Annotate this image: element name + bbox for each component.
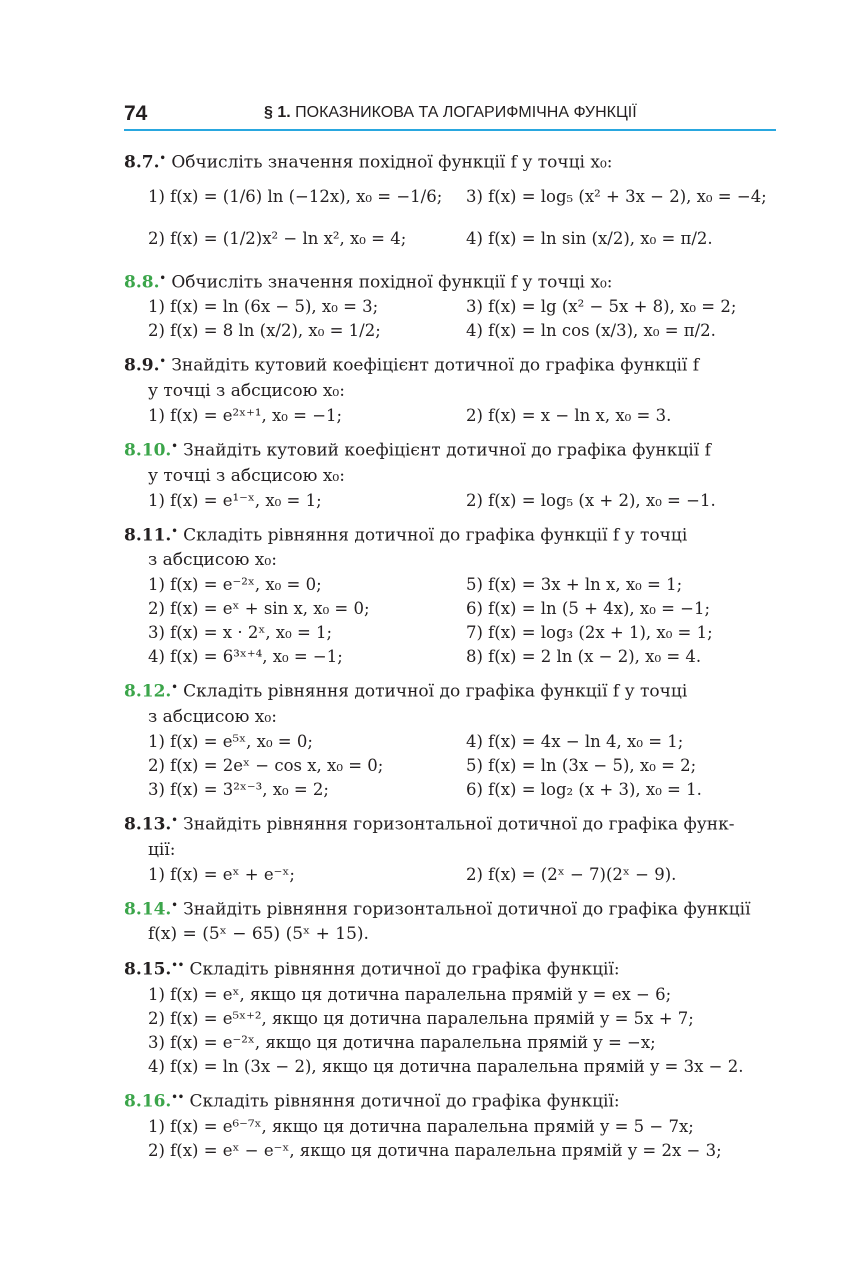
- exercise-text-continued: f(x) = (5ˣ − 65) (5ˣ + 15).: [148, 924, 369, 945]
- difficulty-mark: •: [171, 440, 178, 452]
- exercise-heading: [124, 808, 778, 838]
- exercise-8-14: [124, 893, 778, 948]
- section-prefix: § 1.: [264, 104, 291, 121]
- task-item: 1) f(x) = e¹⁻ˣ, x₀ = 1;: [148, 490, 322, 510]
- task-item: 4) f(x) = ln sin (x/2), x₀ = π/2.: [466, 228, 713, 248]
- task-row: [124, 295, 778, 319]
- exercise-number: 8.10.: [124, 440, 172, 461]
- exercise-text: Обчисліть значення похідної функції f у точці x₀:: [171, 152, 613, 173]
- exercise-8-16: [124, 1085, 778, 1163]
- task-item: 1) f(x) = e⁻²ˣ, x₀ = 0;: [148, 575, 322, 595]
- task-row: [124, 730, 778, 754]
- exercise-heading: [124, 434, 778, 464]
- exercise-text: Складіть рівняння дотичної до графіка функції:: [189, 959, 620, 980]
- exercise-8-10: [124, 434, 778, 513]
- exercise-number: 8.9.: [124, 355, 160, 376]
- difficulty-mark: •: [159, 153, 166, 164]
- task-item: 4) f(x) = 6³ˣ⁺⁴, x₀ = −1;: [148, 647, 343, 667]
- exercise-text-continued: у точці з абсцисою x₀:: [148, 380, 345, 401]
- task-row: [124, 176, 778, 218]
- task-row: [124, 218, 778, 260]
- task-item: 2) f(x) = x − ln x, x₀ = 3.: [466, 405, 672, 425]
- task-item: 1) f(x) = ln (6x − 5), x₀ = 3;: [148, 297, 379, 317]
- task-item: 3) f(x) = 3²ˣ⁻³, x₀ = 2;: [148, 779, 329, 799]
- task-item: 3) f(x) = lg (x² − 5x + 8), x₀ = 2;: [466, 297, 737, 317]
- task-item: 1) f(x) = e⁶⁻⁷ˣ, якщо ця дотична паралельна прямій y = 5 − 7x;: [148, 1116, 694, 1136]
- exercise-text: Знайдіть кутовий коефіцієнт дотичної до графіка функції f: [183, 440, 711, 461]
- exercise-8-12: [124, 675, 778, 802]
- task-item: 1) f(x) = (1/6) ln (−12x), x₀ = −1/6;: [148, 186, 443, 206]
- exercise-heading: [124, 266, 778, 296]
- task-item: 2) f(x) = eˣ − e⁻ˣ, якщо ця дотична паралельна прямій y = 2x − 3;: [148, 1140, 722, 1160]
- task-row: [124, 573, 778, 597]
- exercise-text: Знайдіть рівняння горизонтальної дотичної до графіка функ-: [183, 814, 735, 835]
- difficulty-mark: •: [159, 272, 166, 284]
- page-header: [124, 100, 776, 130]
- task-row: [124, 597, 778, 621]
- task-item: 4) f(x) = 4x − ln 4, x₀ = 1;: [466, 731, 684, 751]
- task-row: [124, 754, 778, 778]
- exercise-number: 8.16.: [124, 1091, 172, 1112]
- exercise-text-continued: ції:: [148, 839, 176, 860]
- exercise-text: Знайдіть кутовий коефіцієнт дотичної до графіка функції f: [171, 355, 700, 376]
- exercise-number: 8.7.: [124, 152, 160, 173]
- exercise-8-13: [124, 808, 778, 887]
- header-rule: [124, 129, 776, 131]
- difficulty-mark: •: [171, 814, 178, 826]
- task-item: 1) f(x) = e²ˣ⁺¹, x₀ = −1;: [148, 405, 343, 425]
- exercise-heading: [124, 1085, 778, 1115]
- task-item: 7) f(x) = log₃ (2x + 1), x₀ = 1;: [466, 623, 713, 643]
- exercise-list: [124, 146, 778, 1169]
- task-item: 4) f(x) = ln (3x − 2), якщо ця дотична паралельна прямій y = 3x − 2.: [148, 1056, 744, 1076]
- exercise-text: Знайдіть рівняння горизонтальної дотичної до графіка функції: [183, 899, 751, 920]
- task-item: 2) f(x) = (1/2)x² − ln x², x₀ = 4;: [148, 228, 407, 248]
- exercise-heading: [124, 349, 778, 379]
- exercise-text-continued: з абсцисою x₀:: [148, 550, 277, 571]
- section-title-text: ПОКАЗНИКОВА ТА ЛОГАРИФМІЧНА ФУНКЦІЇ: [295, 104, 637, 121]
- exercise-8-8: [124, 266, 778, 344]
- task-item: 2) f(x) = e⁵ˣ⁺², якщо ця дотична паралельна прямій y = 5x + 7;: [148, 1008, 694, 1028]
- exercise-number: 8.11.: [124, 525, 172, 546]
- section-title: [264, 104, 637, 122]
- exercise-heading: [124, 675, 778, 705]
- task-row: [124, 489, 778, 513]
- task-item: 2) f(x) = eˣ + sin x, x₀ = 0;: [148, 599, 370, 619]
- task-item: 8) f(x) = 2 ln (x − 2), x₀ = 4.: [466, 647, 702, 667]
- task-item: 6) f(x) = ln (5 + 4x), x₀ = −1;: [466, 599, 711, 619]
- difficulty-mark: •: [159, 356, 166, 368]
- task-item: 3) f(x) = e⁻²ˣ, якщо ця дотична паралельна прямій y = −x;: [148, 1032, 656, 1052]
- exercise-text: Обчисліть значення похідної функції f у точці x₀:: [171, 272, 613, 293]
- task-row: [124, 404, 778, 428]
- task-item: 1) f(x) = eˣ + e⁻ˣ;: [148, 864, 295, 884]
- exercise-heading: [124, 519, 778, 549]
- exercise-text-continued: з абсцисою x₀:: [148, 706, 277, 727]
- exercise-8-7: [124, 146, 778, 260]
- task-item: 2) f(x) = log₅ (x + 2), x₀ = −1.: [466, 490, 716, 510]
- difficulty-mark: ••: [171, 1091, 185, 1103]
- page-number: 74: [124, 102, 148, 125]
- exercise-text: Складіть рівняння дотичної до графіка функції:: [189, 1091, 620, 1112]
- task-item: 3) f(x) = x · 2ˣ, x₀ = 1;: [148, 623, 333, 643]
- exercise-number: 8.15.: [124, 959, 172, 980]
- task-item: 6) f(x) = log₂ (x + 3), x₀ = 1.: [466, 779, 702, 799]
- exercise-text-continued: у точці з абсцисою x₀:: [148, 465, 345, 486]
- exercise-8-15: [124, 953, 778, 1079]
- difficulty-mark: •: [171, 682, 178, 694]
- task-row: [124, 645, 778, 669]
- difficulty-mark: •: [171, 899, 178, 911]
- exercise-8-9: [124, 349, 778, 428]
- task-row: [124, 863, 778, 887]
- task-item: 3) f(x) = log₅ (x² + 3x − 2), x₀ = −4;: [466, 186, 767, 206]
- exercise-8-11: [124, 519, 778, 670]
- task-item: 1) f(x) = eˣ, якщо ця дотична паралельна прямій y = ex − 6;: [148, 984, 672, 1004]
- exercise-heading: [124, 893, 778, 923]
- task-item: 2) f(x) = (2ˣ − 7)(2ˣ − 9).: [466, 864, 677, 884]
- task-item: 1) f(x) = e⁵ˣ, x₀ = 0;: [148, 731, 313, 751]
- task-row: [124, 621, 778, 645]
- exercise-heading: [124, 953, 778, 983]
- difficulty-mark: •: [171, 525, 178, 537]
- task-item: 4) f(x) = ln cos (x/3), x₀ = π/2.: [466, 321, 716, 341]
- difficulty-mark: ••: [171, 960, 185, 972]
- exercise-number: 8.8.: [124, 272, 160, 293]
- exercise-number: 8.13.: [124, 814, 172, 835]
- task-item: 2) f(x) = 8 ln (x/2), x₀ = 1/2;: [148, 321, 381, 341]
- exercise-heading: [124, 146, 778, 176]
- exercise-number: 8.12.: [124, 681, 172, 702]
- exercise-text: Складіть рівняння дотичної до графіка функції f у точці: [183, 681, 688, 702]
- exercise-number: 8.14.: [124, 899, 172, 920]
- task-row: [124, 319, 778, 343]
- task-item: 5) f(x) = ln (3x − 5), x₀ = 2;: [466, 755, 697, 775]
- task-item: 5) f(x) = 3x + ln x, x₀ = 1;: [466, 575, 683, 595]
- task-item: 2) f(x) = 2eˣ − cos x, x₀ = 0;: [148, 755, 384, 775]
- exercise-text: Складіть рівняння дотичної до графіка функції f у точці: [183, 525, 688, 546]
- task-row: [124, 778, 778, 802]
